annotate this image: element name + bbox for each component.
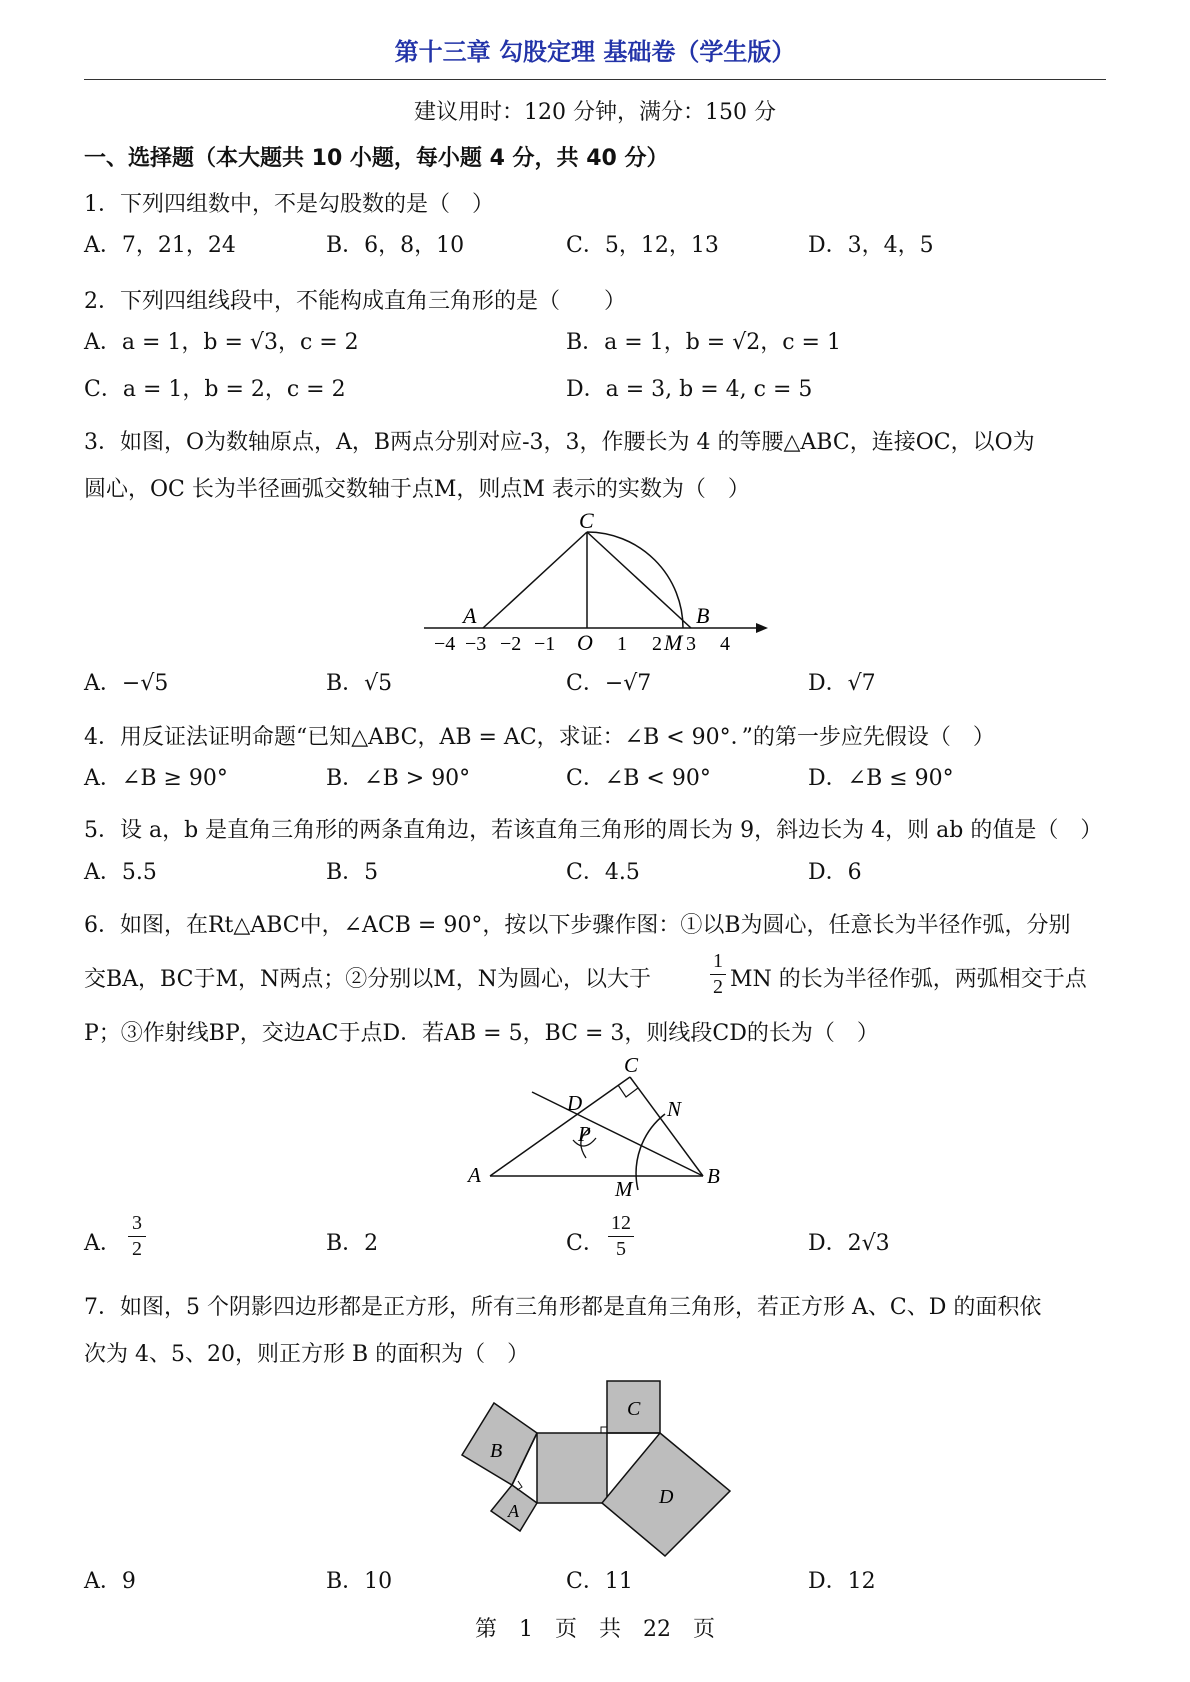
q7-option-d[interactable]: D．12 <box>808 1569 876 1594</box>
right-angle-mark <box>618 1085 638 1097</box>
tick-1: 1 <box>617 633 627 655</box>
side-ac <box>490 1077 630 1176</box>
question-6-stem-line3: P；③作射线BP，交边AC于点D．若AB = 5，BC = 3，则线段CD的长为（ ） <box>84 1021 879 1046</box>
tick-m2: −2 <box>500 633 522 655</box>
label-a: A <box>508 1501 519 1521</box>
q1-option-c[interactable]: C．5，12，13 <box>566 233 719 258</box>
q5-option-b[interactable]: B．5 <box>326 860 379 885</box>
tick-m1: −1 <box>534 633 556 655</box>
tick-m4: −4 <box>434 633 456 655</box>
question-7-stem-line2: 次为 4、5、20，则正方形 B 的面积为（ ） <box>84 1342 530 1367</box>
question-3-stem-line2: 圆心，OC 长为半径画弧交数轴于点M，则点M 表示的实数为（ ） <box>84 477 750 502</box>
question-4-stem: 4．用反证法证明命题“已知△ABC，AB = AC，求证：∠B < 90°．”的第一步应先假设（ ） <box>84 725 995 750</box>
q6-triangle-figure <box>460 1050 730 1200</box>
fraction-denominator: 5 <box>616 1238 626 1260</box>
label-d: D <box>567 1091 583 1115</box>
page-title: 第十三章 勾股定理 基础卷（学生版） <box>394 38 796 66</box>
q2-option-d[interactable]: D．a = 3, b = 4, c = 5 <box>566 377 813 402</box>
q6-option-b[interactable]: B．2 <box>326 1231 379 1256</box>
label-b: B <box>490 1440 503 1462</box>
q7-option-c[interactable]: C．11 <box>566 1569 633 1594</box>
arc-mn <box>636 1114 665 1190</box>
fraction-denominator: 2 <box>713 976 723 998</box>
q1-option-a[interactable]: A．7，21，24 <box>84 233 236 258</box>
q3-option-c[interactable]: C．−√7 <box>566 671 652 696</box>
q6-option-d[interactable]: D．2√3 <box>808 1231 890 1256</box>
q5-option-c[interactable]: C．4.5 <box>566 860 640 885</box>
q2-option-a[interactable]: A．a = 1，b = √3，c = 2 <box>84 330 359 355</box>
label-n: N <box>667 1097 682 1121</box>
right-angle-mark <box>601 1427 607 1433</box>
q4-option-b[interactable]: B．∠B > 90° <box>326 766 471 791</box>
q5-option-d[interactable]: D．6 <box>808 860 862 885</box>
label-a: A <box>468 1163 481 1187</box>
tick-2: 2 <box>652 633 662 655</box>
label-d: D <box>659 1486 674 1508</box>
fraction-bar <box>608 1236 634 1237</box>
q6-option-c-fraction <box>608 1212 634 1261</box>
tick-3: 3 <box>686 633 696 655</box>
q7-squares-figure <box>450 1375 750 1565</box>
question-3-stem-line1: 3．如图，O为数轴原点，A，B两点分别对应-3，3，作腰长为 4 的等腰△ABC，连接OC，以O为 <box>84 430 1035 455</box>
fraction-denominator: 2 <box>132 1238 142 1260</box>
fraction-bar <box>710 974 726 975</box>
label-m: M <box>615 1177 633 1200</box>
q7-option-a[interactable]: A．9 <box>84 1569 136 1594</box>
q2-option-c[interactable]: C．a = 1，b = 2，c = 2 <box>84 377 346 402</box>
side-cb <box>630 1077 703 1176</box>
question-5-stem: 5．设 a，b 是直角三角形的两条直角边，若该直角三角形的周长为 9，斜边长为 4，则 ab 的值是（ ） <box>84 818 1103 843</box>
tick-m3: −3 <box>465 633 487 655</box>
label-c: C <box>579 510 594 533</box>
q6-option-a-fraction <box>128 1212 146 1261</box>
label-c: C <box>627 1398 641 1420</box>
tick-4: 4 <box>720 633 730 655</box>
fraction-bar <box>128 1236 146 1237</box>
q3-option-b[interactable]: B．√5 <box>326 671 393 696</box>
q3-option-a[interactable]: A．−√5 <box>84 671 169 696</box>
q5-option-a[interactable]: A．5.5 <box>84 860 157 885</box>
q3-number-line-figure <box>420 510 780 660</box>
question-6-stem-line1: 6．如图，在Rt△ABC中，∠ACB = 90°，按以下步骤作图：①以B为圆心，任意长为半径作弧，分别 <box>84 913 1071 938</box>
label-b: B <box>696 603 710 628</box>
fraction-numerator: 1 <box>713 950 723 972</box>
q7-option-b[interactable]: B．10 <box>326 1569 393 1594</box>
q3-option-d[interactable]: D．√7 <box>808 671 876 696</box>
label-m: M <box>664 630 683 655</box>
q4-option-c[interactable]: C．∠B < 90° <box>566 766 711 791</box>
page-footer: 第 1 页 共 22 页 <box>475 1617 715 1642</box>
axis-arrow <box>756 623 768 633</box>
fraction-numerator: 3 <box>132 1212 142 1234</box>
fraction-numerator: 12 <box>611 1212 631 1234</box>
q4-option-d[interactable]: D．∠B ≤ 90° <box>808 766 954 791</box>
question-2-stem: 2．下列四组线段中，不能构成直角三角形的是（ ） <box>84 289 626 314</box>
q6-stem-fraction <box>710 950 726 999</box>
arc-cm <box>587 532 683 628</box>
question-7-stem-line1: 7．如图，5 个阴影四边形都是正方形，所有三角形都是直角三角形，若正方形 A、C、D 的面积依 <box>84 1295 1042 1320</box>
q1-option-d[interactable]: D．3，4，5 <box>808 233 934 258</box>
segment-ac <box>483 532 587 628</box>
q4-option-a[interactable]: A．∠B ≥ 90° <box>84 766 228 791</box>
question-1-stem: 1．下列四组数中，不是勾股数的是（ ） <box>84 192 494 217</box>
exam-info: 建议用时：120 分钟，满分：150 分 <box>414 100 776 125</box>
question-6-stem-line2b: MN 的长为半径作弧，两弧相交于点 <box>730 967 1087 992</box>
label-a: A <box>463 603 477 628</box>
q6-option-a[interactable]: A． <box>84 1231 122 1256</box>
label-o: O <box>577 630 593 655</box>
label-c: C <box>624 1053 639 1077</box>
section-heading: 一、选择题（本大题共 10 小题，每小题 4 分，共 40 分） <box>84 146 669 171</box>
central-square <box>537 1433 607 1503</box>
label-p: P <box>578 1122 591 1146</box>
q1-option-b[interactable]: B．6，8，10 <box>326 233 465 258</box>
label-b: B <box>707 1164 720 1188</box>
q6-option-c[interactable]: C． <box>566 1231 605 1256</box>
header-divider <box>84 79 1106 80</box>
question-6-stem-line2a: 交BA，BC于M，N两点；②分别以M，N为圆心，以大于 <box>84 967 652 992</box>
q2-option-b[interactable]: B．a = 1，b = √2，c = 1 <box>566 330 841 355</box>
